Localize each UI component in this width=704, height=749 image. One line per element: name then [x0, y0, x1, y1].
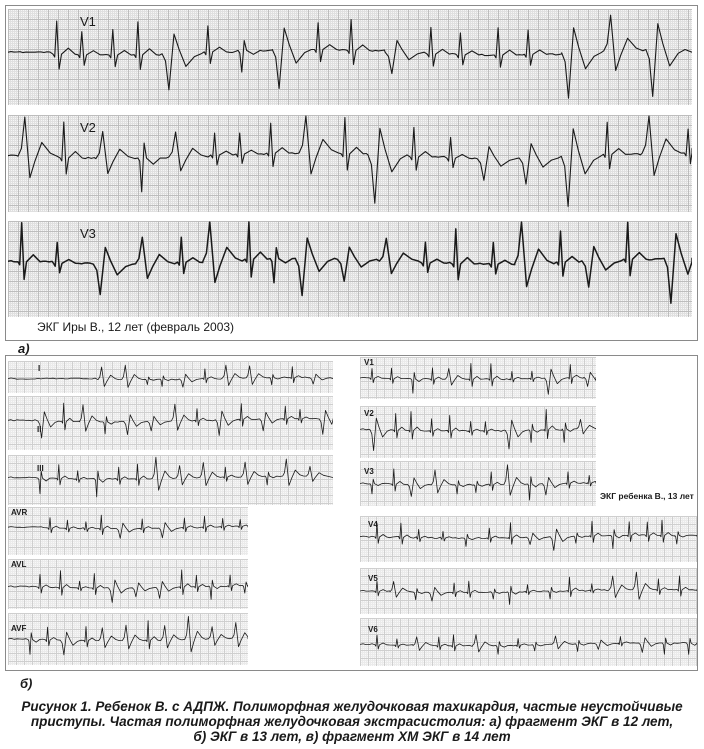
lead-label-a-v3: V3: [80, 226, 96, 241]
strip-b-avr: [8, 507, 248, 555]
ecg-trace-b-i: [8, 361, 333, 393]
ecg-waveform-b-avl: [8, 570, 248, 603]
lead-label-b-v6: V6: [368, 625, 378, 634]
ecg-trace-b-v5: [360, 568, 697, 614]
ecg-waveform-b-v2: [360, 409, 596, 450]
strip-b-v3: [360, 461, 596, 506]
lead-label-b-i: I: [38, 364, 41, 373]
strip-b-v5: [360, 568, 697, 614]
lead-label-b-ii: II: [37, 425, 42, 434]
strip-a-v3: [8, 221, 692, 317]
ecg-waveform-a-v1: [8, 15, 692, 98]
lead-label-a-v1: V1: [80, 14, 96, 29]
caption-line-3: б) ЭКГ в 13 лет, в) фрагмент ХМ ЭКГ в 14 лет: [193, 729, 511, 744]
record-label-a: ЭКГ Иры В., 12 лет (февраль 2003): [37, 320, 235, 334]
ecg-waveform-b-ii: [8, 403, 333, 438]
ecg-waveform-b-avf: [8, 616, 248, 654]
ecg-waveform-b-v1: [360, 363, 596, 394]
strip-b-iii: [8, 455, 333, 505]
ecg-trace-a-v2: [8, 115, 692, 212]
strip-b-v2: [360, 406, 596, 458]
figure-caption: [0, 699, 704, 744]
caption-line-1: Рисунок 1. Ребенок В. с АДПЖ. Полиморфная желудочковая тахикардия, частые неустойчивые: [21, 699, 683, 714]
strip-a-v2: [8, 115, 692, 212]
panel-label-b: б): [20, 676, 33, 691]
ecg-trace-a-v1: [8, 9, 692, 105]
ecg-trace-b-v6: [360, 618, 697, 666]
strip-b-avf: [8, 613, 248, 665]
lead-label-b-v5: V5: [368, 574, 378, 583]
strip-b-avl: [8, 559, 248, 609]
ecg-waveform-b-v5: [360, 572, 697, 604]
ecg-trace-b-ii: [8, 396, 333, 450]
ecg-trace-b-avl: [8, 559, 248, 609]
lead-label-b-v1: V1: [364, 358, 374, 367]
ecg-trace-b-iii: [8, 455, 333, 505]
lead-label-b-avl: AVL: [11, 560, 27, 569]
ecg-waveform-a-v3: [8, 222, 692, 303]
lead-label-b-v4: V4: [368, 520, 378, 529]
strip-b-i: [8, 361, 333, 393]
ecg-trace-a-v3: [8, 221, 692, 317]
record-label-b: ЭКГ ребенка В., 13 лет: [600, 491, 694, 501]
lead-label-b-iii: III: [37, 464, 44, 473]
ecg-waveform-b-v6: [360, 635, 697, 655]
ecg-waveform-b-v4: [360, 520, 697, 550]
lead-label-b-avr: AVR: [11, 508, 28, 517]
panel-label-a: а): [18, 341, 30, 356]
caption-line-2: приступы. Частая полиморфная желудочковая экстрасистолия: а) фрагмент ЭКГ в 12 лет,: [30, 714, 674, 729]
strip-a-v1: [8, 9, 692, 105]
ecg-waveform-b-iii: [8, 457, 333, 497]
ecg-waveform-a-v2: [8, 116, 692, 206]
ecg-trace-b-avf: [8, 613, 248, 665]
ecg-trace-b-avr: [8, 507, 248, 555]
strip-b-v6: [360, 618, 697, 666]
ecg-trace-b-v2: [360, 406, 596, 458]
ecg-trace-b-v1: [360, 357, 596, 399]
ecg-trace-b-v4: [360, 516, 697, 562]
strip-b-ii: [8, 396, 333, 450]
ecg-trace-b-v3: [360, 461, 596, 506]
lead-label-b-avf: AVF: [11, 624, 27, 633]
ecg-waveform-b-avr: [8, 515, 248, 538]
strip-b-v4: [360, 516, 697, 562]
strip-b-v1: [360, 357, 596, 399]
lead-label-b-v3: V3: [364, 467, 374, 476]
ecg-waveform-b-v3: [360, 465, 596, 500]
lead-label-a-v2: V2: [80, 120, 96, 135]
ecg-waveform-b-i: [8, 365, 333, 387]
lead-label-b-v2: V2: [364, 409, 374, 418]
